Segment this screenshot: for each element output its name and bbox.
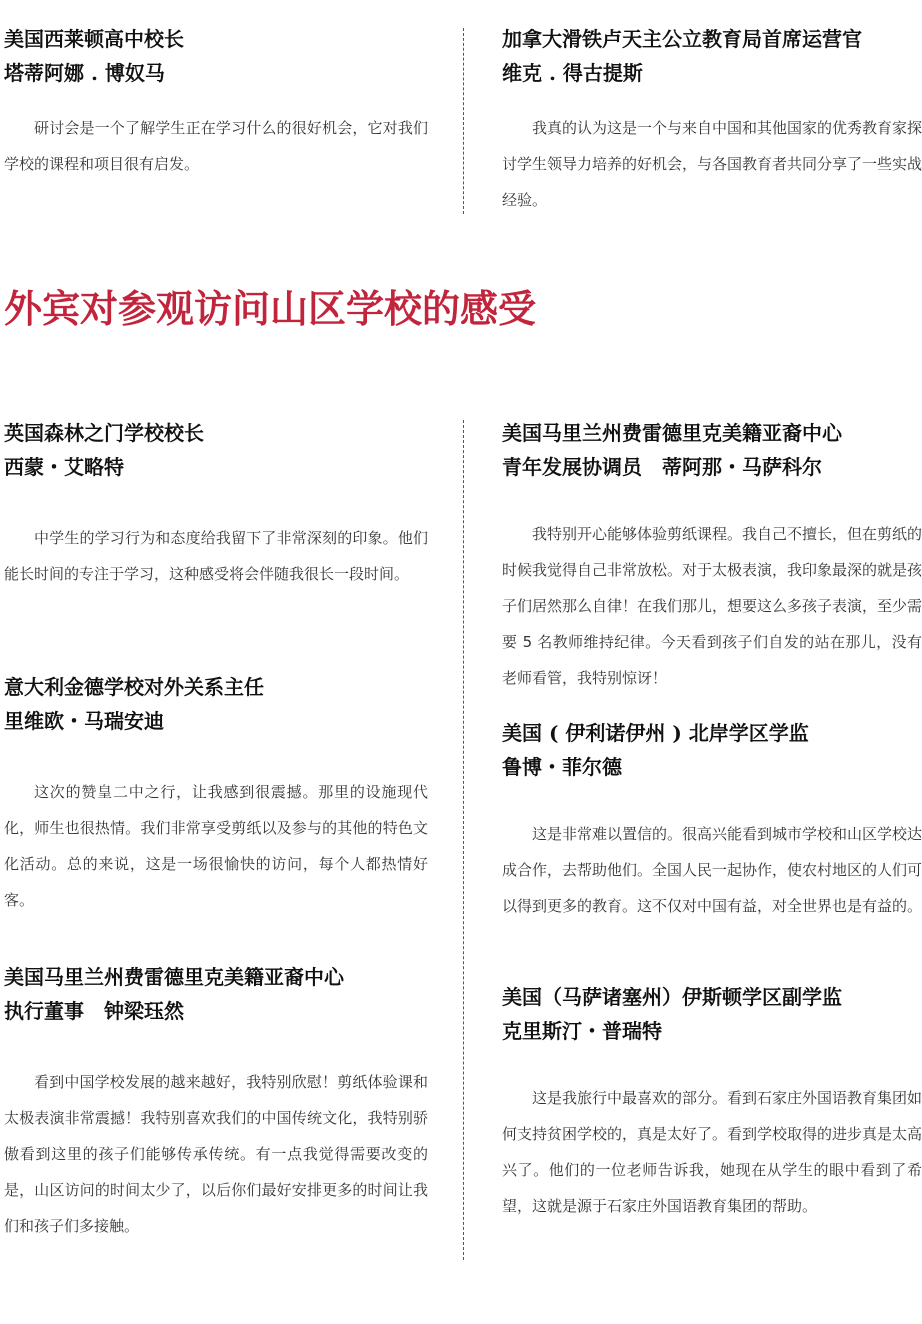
testimonial-quote: 这是我旅行中最喜欢的部分。看到石家庄外国语教育集团如何支持贫困学校的，真是太好了。看到学校取得的进步真是太高兴了。他们的一位老师告诉我，她现在从学生的眼中看到了希望，这就是源于石家庄外国语教育集团的帮助。: [502, 1089, 922, 1215]
top-column-divider: [463, 28, 464, 214]
testimonial-quote: 这是非常难以置信的。很高兴能看到城市学校和山区学校达成合作，去帮助他们。全国人民一起协作，使农村地区的人们可以得到更多的教育。这不仅对中国有益，对全世界也是有益的。: [502, 825, 922, 915]
main-column-divider: [463, 420, 464, 1260]
testimonial-kinder-school: [4, 670, 428, 918]
speaker-name: 维克 . 得古提斯: [502, 61, 643, 85]
speaker-title: 美国 ( 伊利诺伊州 ) 北岸学区学监: [502, 721, 809, 745]
testimonial-quote: 中学生的学习行为和态度给我留下了非常深刻的印象。他们能长时间的专注于学习，这种感受将会伴随我很长一段时间。: [4, 529, 428, 583]
testimonial-frederick-executive: [4, 960, 428, 1244]
testimonial-quote: 我真的认为这是一个与来自中国和其他国家的优秀教育家探讨学生领导力培养的好机会，与各国教育者共同分享了一些实战经验。: [502, 119, 922, 209]
testimonial-quote: 研讨会是一个了解学生正在学习什么的很好机会，它对我们学校的课程和项目很有启发。: [4, 119, 428, 173]
speaker-title: 加拿大滑铁卢天主公立教育局首席运营官: [502, 27, 862, 51]
speaker-name: 西蒙・艾略特: [4, 455, 124, 479]
top-right-testimonial: [502, 22, 922, 218]
speaker-name: 里维欧・马瑞安迪: [4, 709, 164, 733]
speaker-title: 美国马里兰州费雷德里克美籍亚裔中心: [502, 421, 842, 445]
speaker-name: 克里斯汀・普瑞特: [502, 1019, 662, 1043]
testimonial-north-shore: [502, 716, 922, 924]
speaker-title: 英国森林之门学校校长: [4, 421, 204, 445]
speaker-title: 美国马里兰州费雷德里克美籍亚裔中心: [4, 965, 344, 989]
top-left-testimonial: [4, 22, 428, 182]
testimonial-quote: 我特别开心能够体验剪纸课程。我自己不擅长，但在剪纸的时候我觉得自己非常放松。对于太极表演，我印象最深的就是孩子们居然那么自律！在我们那儿，想要这么多孩子表演，至少需要 5 名教师维持纪律。今天看到孩子们自发的站在那儿，没有老师看管，我特别惊讶！: [502, 525, 922, 687]
speaker-name: 塔蒂阿娜 . 博奴马: [4, 61, 165, 85]
speaker-name: 执行董事 钟梁珏然: [4, 999, 184, 1023]
testimonial-forest-gate: [4, 416, 428, 592]
speaker-title: 意大利金德学校对外关系主任: [4, 675, 264, 699]
testimonial-quote: 看到中国学校发展的越来越好，我特别欣慰！剪纸体验课和太极表演非常震撼！我特别喜欢我们的中国传统文化，我特别骄傲看到这里的孩子们能够传承传统。有一点我觉得需要改变的是，山区访问的时间太少了，以后你们最好安排更多的时间让我们和孩子们多接触。: [4, 1073, 428, 1235]
testimonial-frederick-youth: [502, 416, 922, 696]
testimonial-quote: 这次的赞皇二中之行，让我感到很震撼。那里的设施现代化，师生也很热情。我们非常享受剪纸以及参与的其他的特色文化活动。总的来说，这是一场很愉快的访问，每个人都热情好客。: [4, 783, 428, 909]
speaker-title: 美国（马萨诸塞州）伊斯顿学区副学监: [502, 985, 842, 1009]
section-title: 外宾对参观访问山区学校的感受: [4, 287, 537, 331]
testimonial-easton: [502, 980, 922, 1224]
speaker-title: 美国西莱顿高中校长: [4, 27, 184, 51]
speaker-name: 鲁博・菲尔德: [502, 755, 622, 779]
speaker-name: 青年发展协调员 蒂阿那・马萨科尔: [502, 455, 822, 479]
